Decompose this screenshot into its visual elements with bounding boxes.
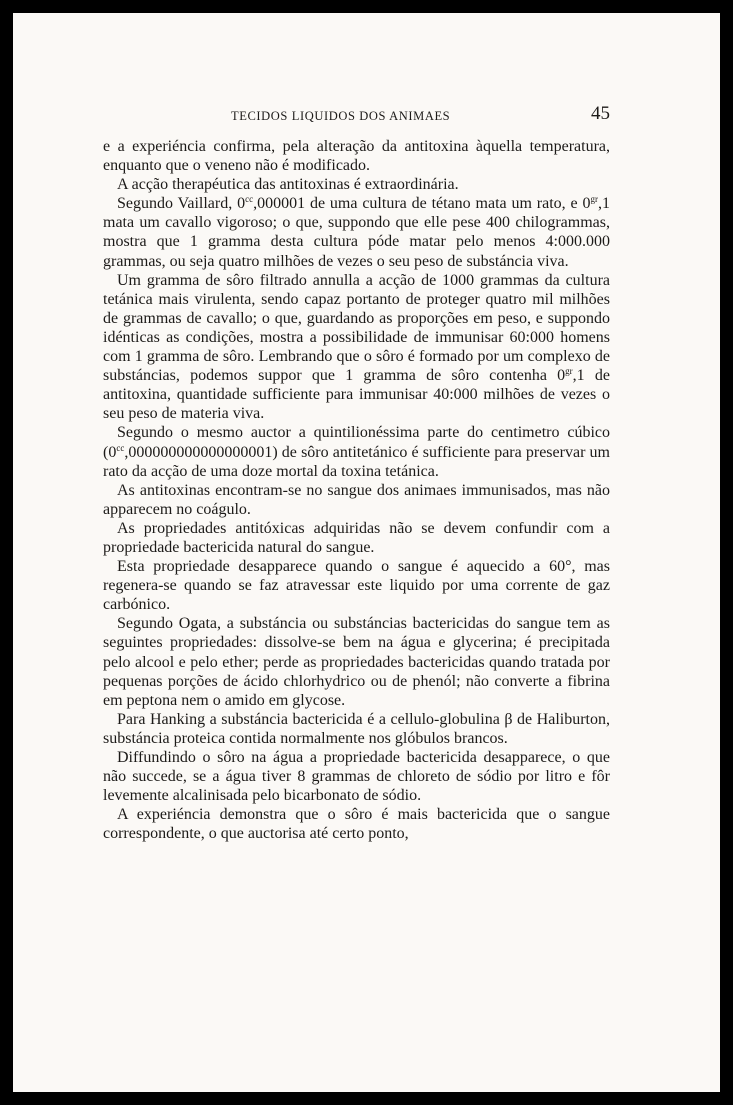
paragraph-7: As propriedades antitóxicas adquiridas não se devem confundir com a propriedade bactericida natural do sangue. [103, 519, 610, 556]
paragraph-1: e a experiéncia confirma, pela alteração da antitoxina àquella temperatura, enquanto que o veneno não é modificado. [103, 138, 610, 175]
paragraph-3 [103, 194, 610, 270]
paragraph-5 [103, 423, 610, 480]
body-text [103, 137, 610, 843]
paragraph-2: A acção therapéutica das antitoxinas é extraordinária. [117, 176, 459, 194]
paragraph-11: Diffundindo o sôro na água a propriedade bactericida desapparece, o que não succede, se a água tiver 8 grammas de chloreto de sódio por litro e fôr levemente alcalinisada pelo bicarbonato de sódio. [103, 749, 610, 805]
paragraph-4-text-b: ,1 de antitoxina, quantidade sufficiente para immunisar 40:000 milhões de vezes o seu peso de materia viva. [103, 367, 610, 423]
paragraph-9: Segundo Ogata, a substáncia ou substáncias bactericidas do sangue tem as seguintes propriedades: dissolve-se bem na água e glycerina; é precipitada pelo alcool e pelo ether; perde as propriedades bactericidas quando tratada por pequenas porções de ácido chlorhydrico ou de phenól; não converte a fibrina em peptona nem o amido em glycose. [103, 615, 610, 709]
running-title: TECIDOS LIQUIDOS DOS ANIMAES [231, 109, 451, 123]
paragraph-5-text-b: ,000000000000000001) de sôro antitetánico é sufficiente para preservar um rato da acção de uma doze mortal da toxina tetánica. [103, 443, 610, 480]
paragraph-8: Esta propriedade desapparece quando o sangue é aquecido a 60°, mas regenera-se quando se faz atravessar este liquido por uma corrente de gaz carbónico. [103, 558, 610, 614]
paragraph-3-text-c: ,1 mata um cavallo vigoroso; o que, suppondo que elle pese 400 chilogrammas, mostra que 1 gramma desta cultura póde matar pelo menos 4:000.000 grammas, ou seja quatro milhões de vezes o seu peso de substáncia viva. [103, 195, 611, 270]
paragraph-12: A experiéncia demonstra que o sôro é mais bactericida que o sangue correspondente, o que auctorisa até certo ponto, [103, 806, 610, 843]
paragraph-3-text-a: Segundo Vaillard, 0 [117, 195, 246, 213]
book-page [13, 13, 720, 1092]
paragraph-6: As antitoxinas encontram-se no sangue dos animaes immunisados, mas não apparecem no coágulo. [103, 481, 610, 518]
superscript-gr: gr [565, 366, 573, 377]
superscript-gr: gr [590, 194, 599, 205]
superscript-cc: cc [116, 442, 125, 453]
paragraph-3-text-b: ,000001 de uma cultura de tétano mata um rato, e 0 [253, 195, 591, 213]
page-number: 45 [591, 103, 610, 124]
page-header [103, 103, 610, 129]
paragraph-10: Para Hanking a substáncia bactericida é a cellulo-globulina β de Haliburton, substáncia proteica contida normalmente nos glóbulos brancos. [103, 710, 610, 747]
superscript-cc: cc [245, 194, 254, 205]
paragraph-5-text-a: Segundo o mesmo auctor a quintilionéssima parte do centimetro cúbico (0 [103, 424, 610, 461]
paragraph-4-text-a: Um gramma de sôro filtrado annulla a acção de 1000 grammas da cultura tetánica mais virulenta, sendo capaz portanto de proteger quatro mil milhões de grammas de cavallo; o que, guardando as proporções em peso, e suppondo idénticas as condições, mostra a possibilidade de immunisar 60:000 homens com 1 gramma de sôro. Lembrando que o sôro é formado por um complexo de substáncias, podemos suppor que 1 gramma de sôro contenha 0 [103, 271, 610, 385]
paragraph-4 [103, 271, 610, 424]
